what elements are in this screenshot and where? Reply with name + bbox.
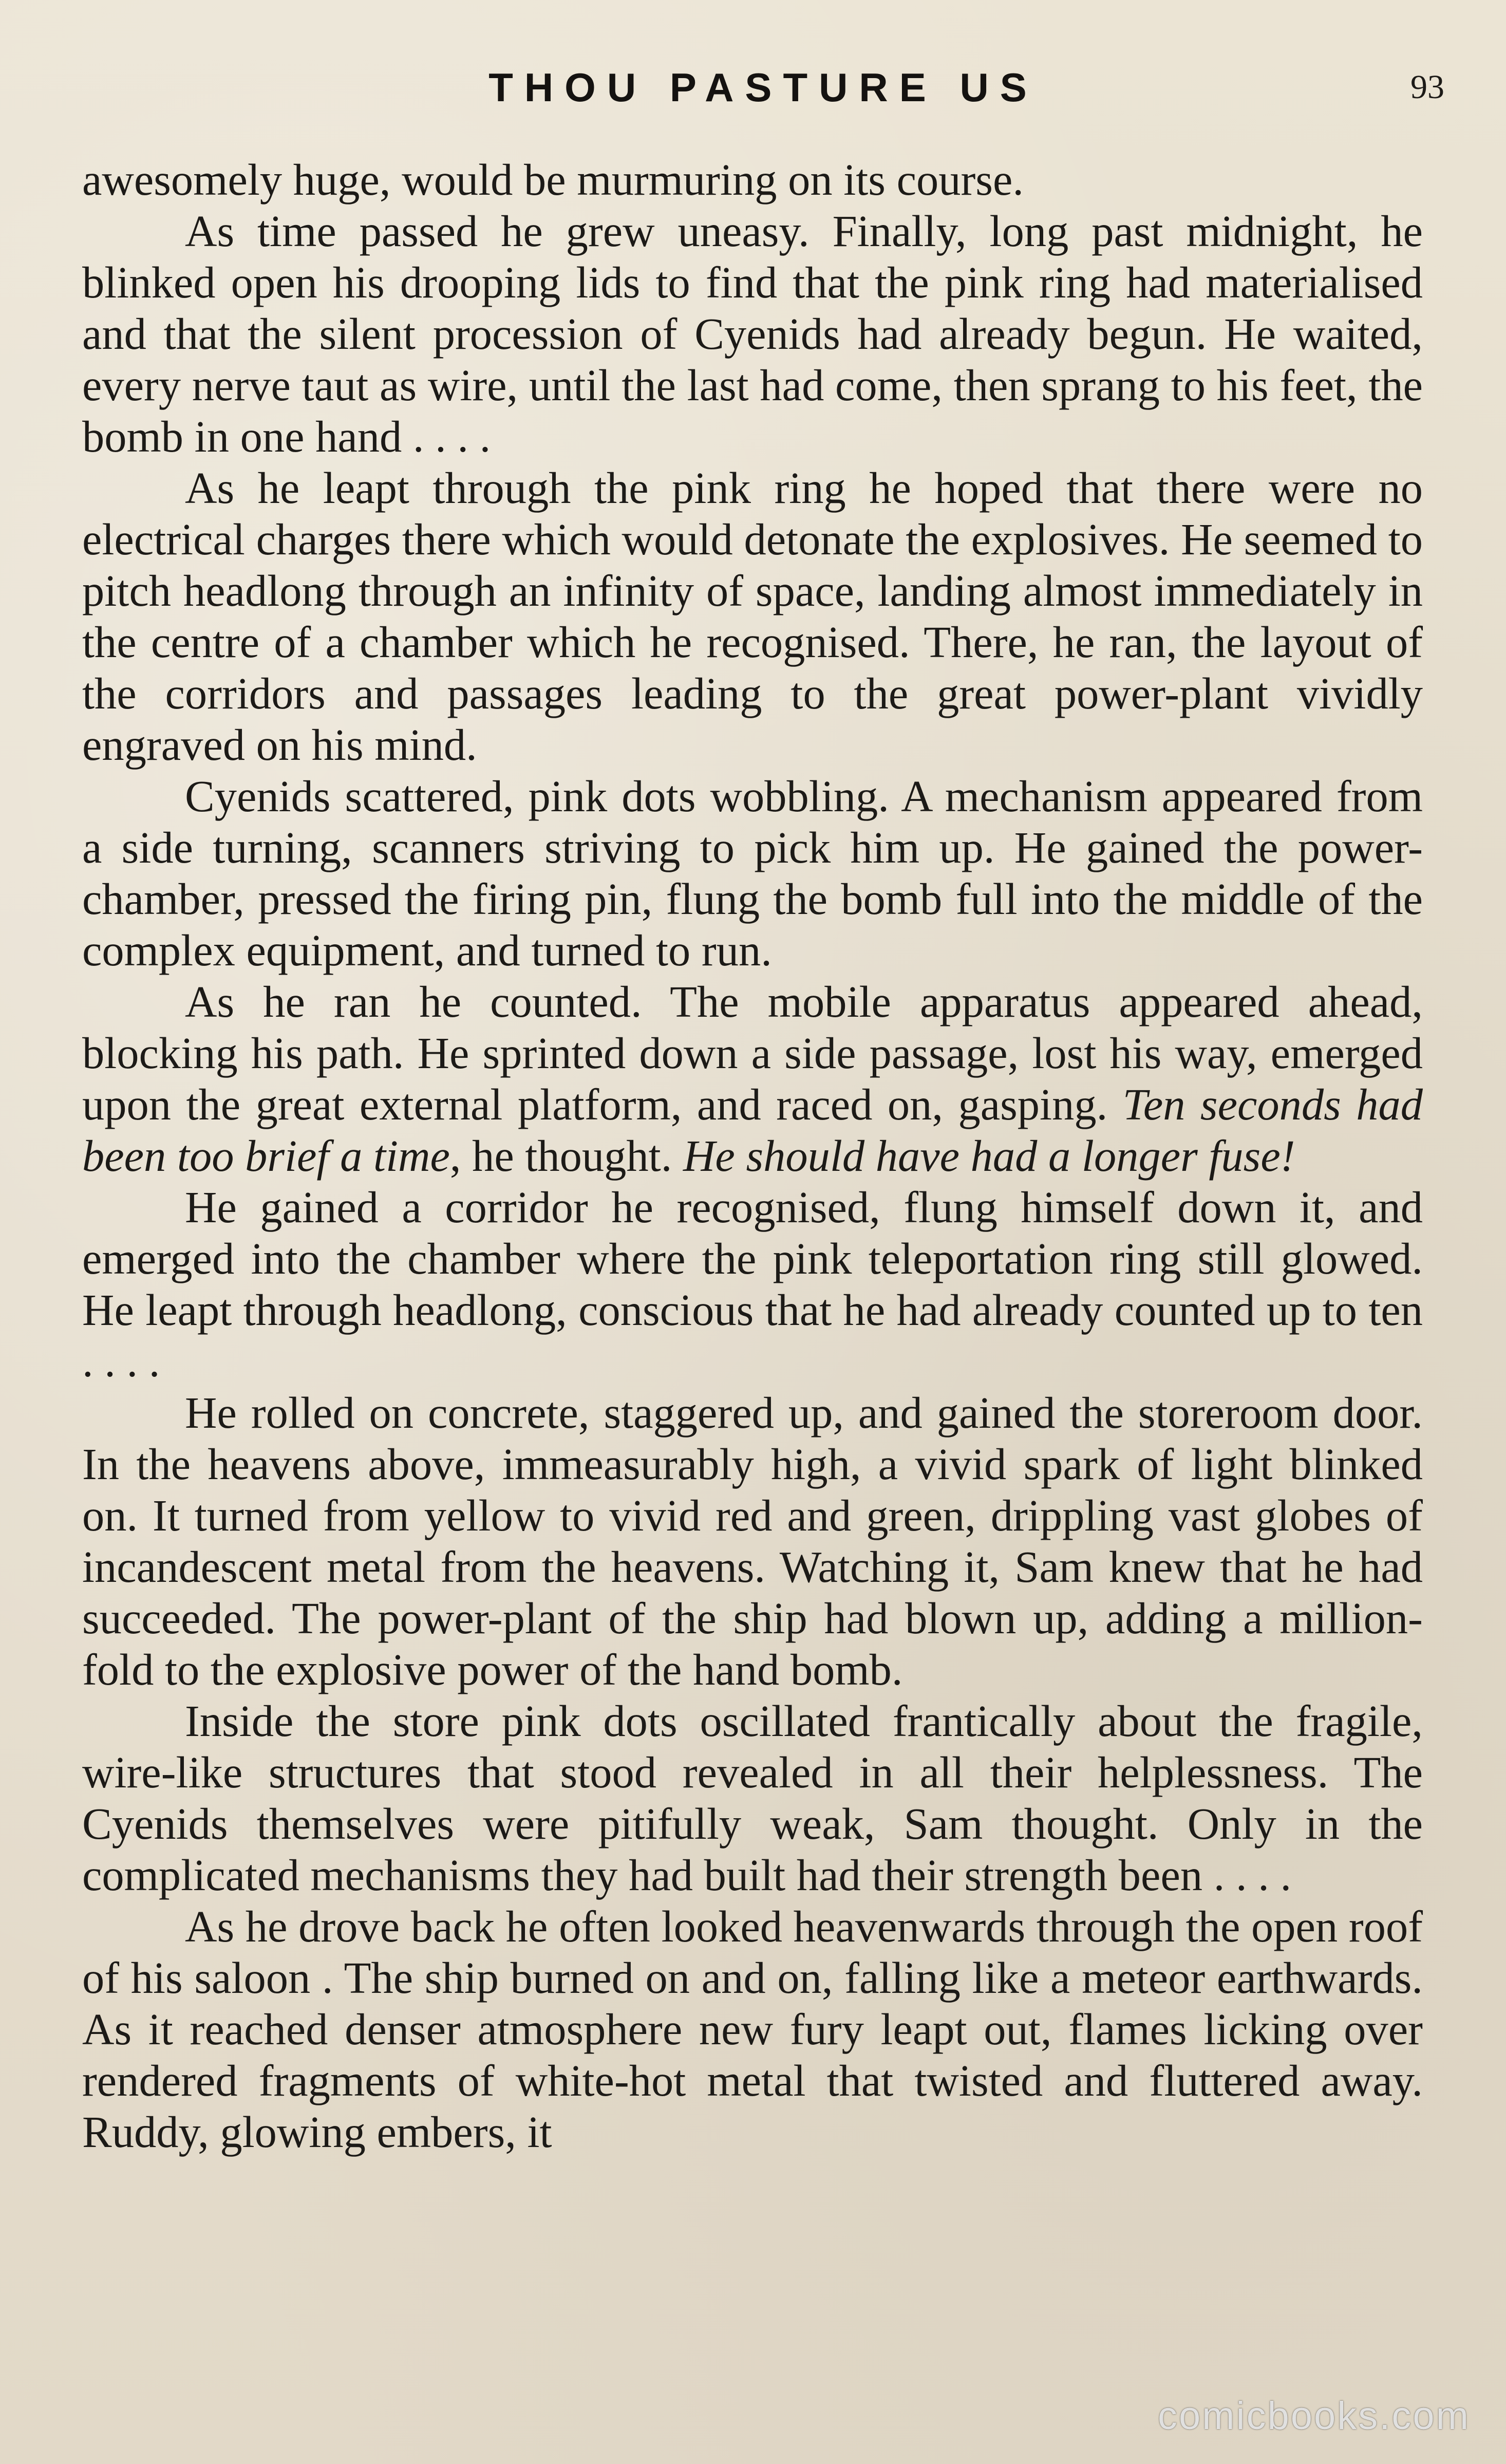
paragraph <box>82 1387 1423 1695</box>
paragraph <box>82 771 1423 976</box>
page-number: 93 <box>1410 68 1444 106</box>
paragraph <box>82 976 1423 1182</box>
text-run: , he thought. <box>449 1131 683 1181</box>
paragraph <box>82 1695 1423 1901</box>
text-run: Inside the store pink dots oscillated frantically about the fragile, wire-like structures that stood revealed in all their helplessness. The Cyenids themselves were pitifully weak, Sam thought. Only in the complicated mechanisms they had built had their strength been . . . . <box>82 1696 1423 1900</box>
text-run: As he drove back he often looked heavenwards through the open roof of his saloon . The ship burned on and on, falling like a meteor earthwards. As it reached denser atmosphere new fury leapt out, flames licking over rendered fragments of white-hot metal that twisted and fluttered away. Ruddy, glowing embers, it <box>82 1902 1423 2157</box>
paragraph <box>82 1182 1423 1387</box>
running-head: THOU PASTURE US <box>488 65 1038 110</box>
text-run: As he leapt through the pink ring he hoped that there were no electrical charges there which would detonate the explosives. He seemed to pitch headlong through an infinity of space, landing almost immediately in the centre of a chamber which he recognised. There, he ran, the layout of the corridors and passages leading to the great power-plant vividly engraved on his mind. <box>82 463 1423 770</box>
text-run: As time passed he grew uneasy. Finally, long past midnight, he blinked open his drooping lids to find that the pink ring had materialised and that the silent procession of Cyenids had already begun. He waited, every nerve taut as wire, until the last had come, then sprang to his feet, the bomb in one hand . . . . <box>82 207 1423 461</box>
page-header <box>82 57 1444 118</box>
paragraph <box>82 1901 1423 2158</box>
text-run: Cyenids scattered, pink dots wobbling. A mechanism appeared from a side turning, scanners striving to pick him up. He gained the power-chamber, pressed the firing pin, flung the bomb full into the middle of the complex equipment, and turned to run. <box>82 772 1423 975</box>
paragraph <box>82 154 1423 206</box>
text-run: He gained a corridor he recognised, flung himself down it, and emerged into the chamber where the pink teleportation ring still glowed. He leapt through headlong, conscious that he had already counted up to ten . . . . <box>82 1183 1423 1386</box>
text-run: awesomely huge, would be murmuring on its course. <box>82 155 1024 204</box>
italic-text-run: He should have had a longer fuse! <box>683 1131 1295 1181</box>
paragraph <box>82 462 1423 771</box>
paragraph <box>82 206 1423 462</box>
watermark: comicbooks.com <box>1158 2394 1470 2438</box>
body-text <box>82 154 1423 2158</box>
text-run: As he ran he counted. The mobile apparatus appeared ahead, blocking his path. He sprinted down a side passage, lost his way, emerged upon the great external platform, and raced on, gasping. <box>82 977 1423 1129</box>
italic-text-run: Ten seconds had been too brief a time <box>82 1080 1423 1181</box>
text-run: He rolled on concrete, staggered up, and gained the storeroom door. In the heavens above, immeasurably high, a vivid spark of light blinked on. It turned from yellow to vivid red and green, drippling vast globes of incandescent metal from the heavens. Watching it, Sam knew that he had succeeded. The power-plant of the ship had blown up, adding a million-fold to the explosive power of the hand bomb. <box>82 1388 1423 1694</box>
